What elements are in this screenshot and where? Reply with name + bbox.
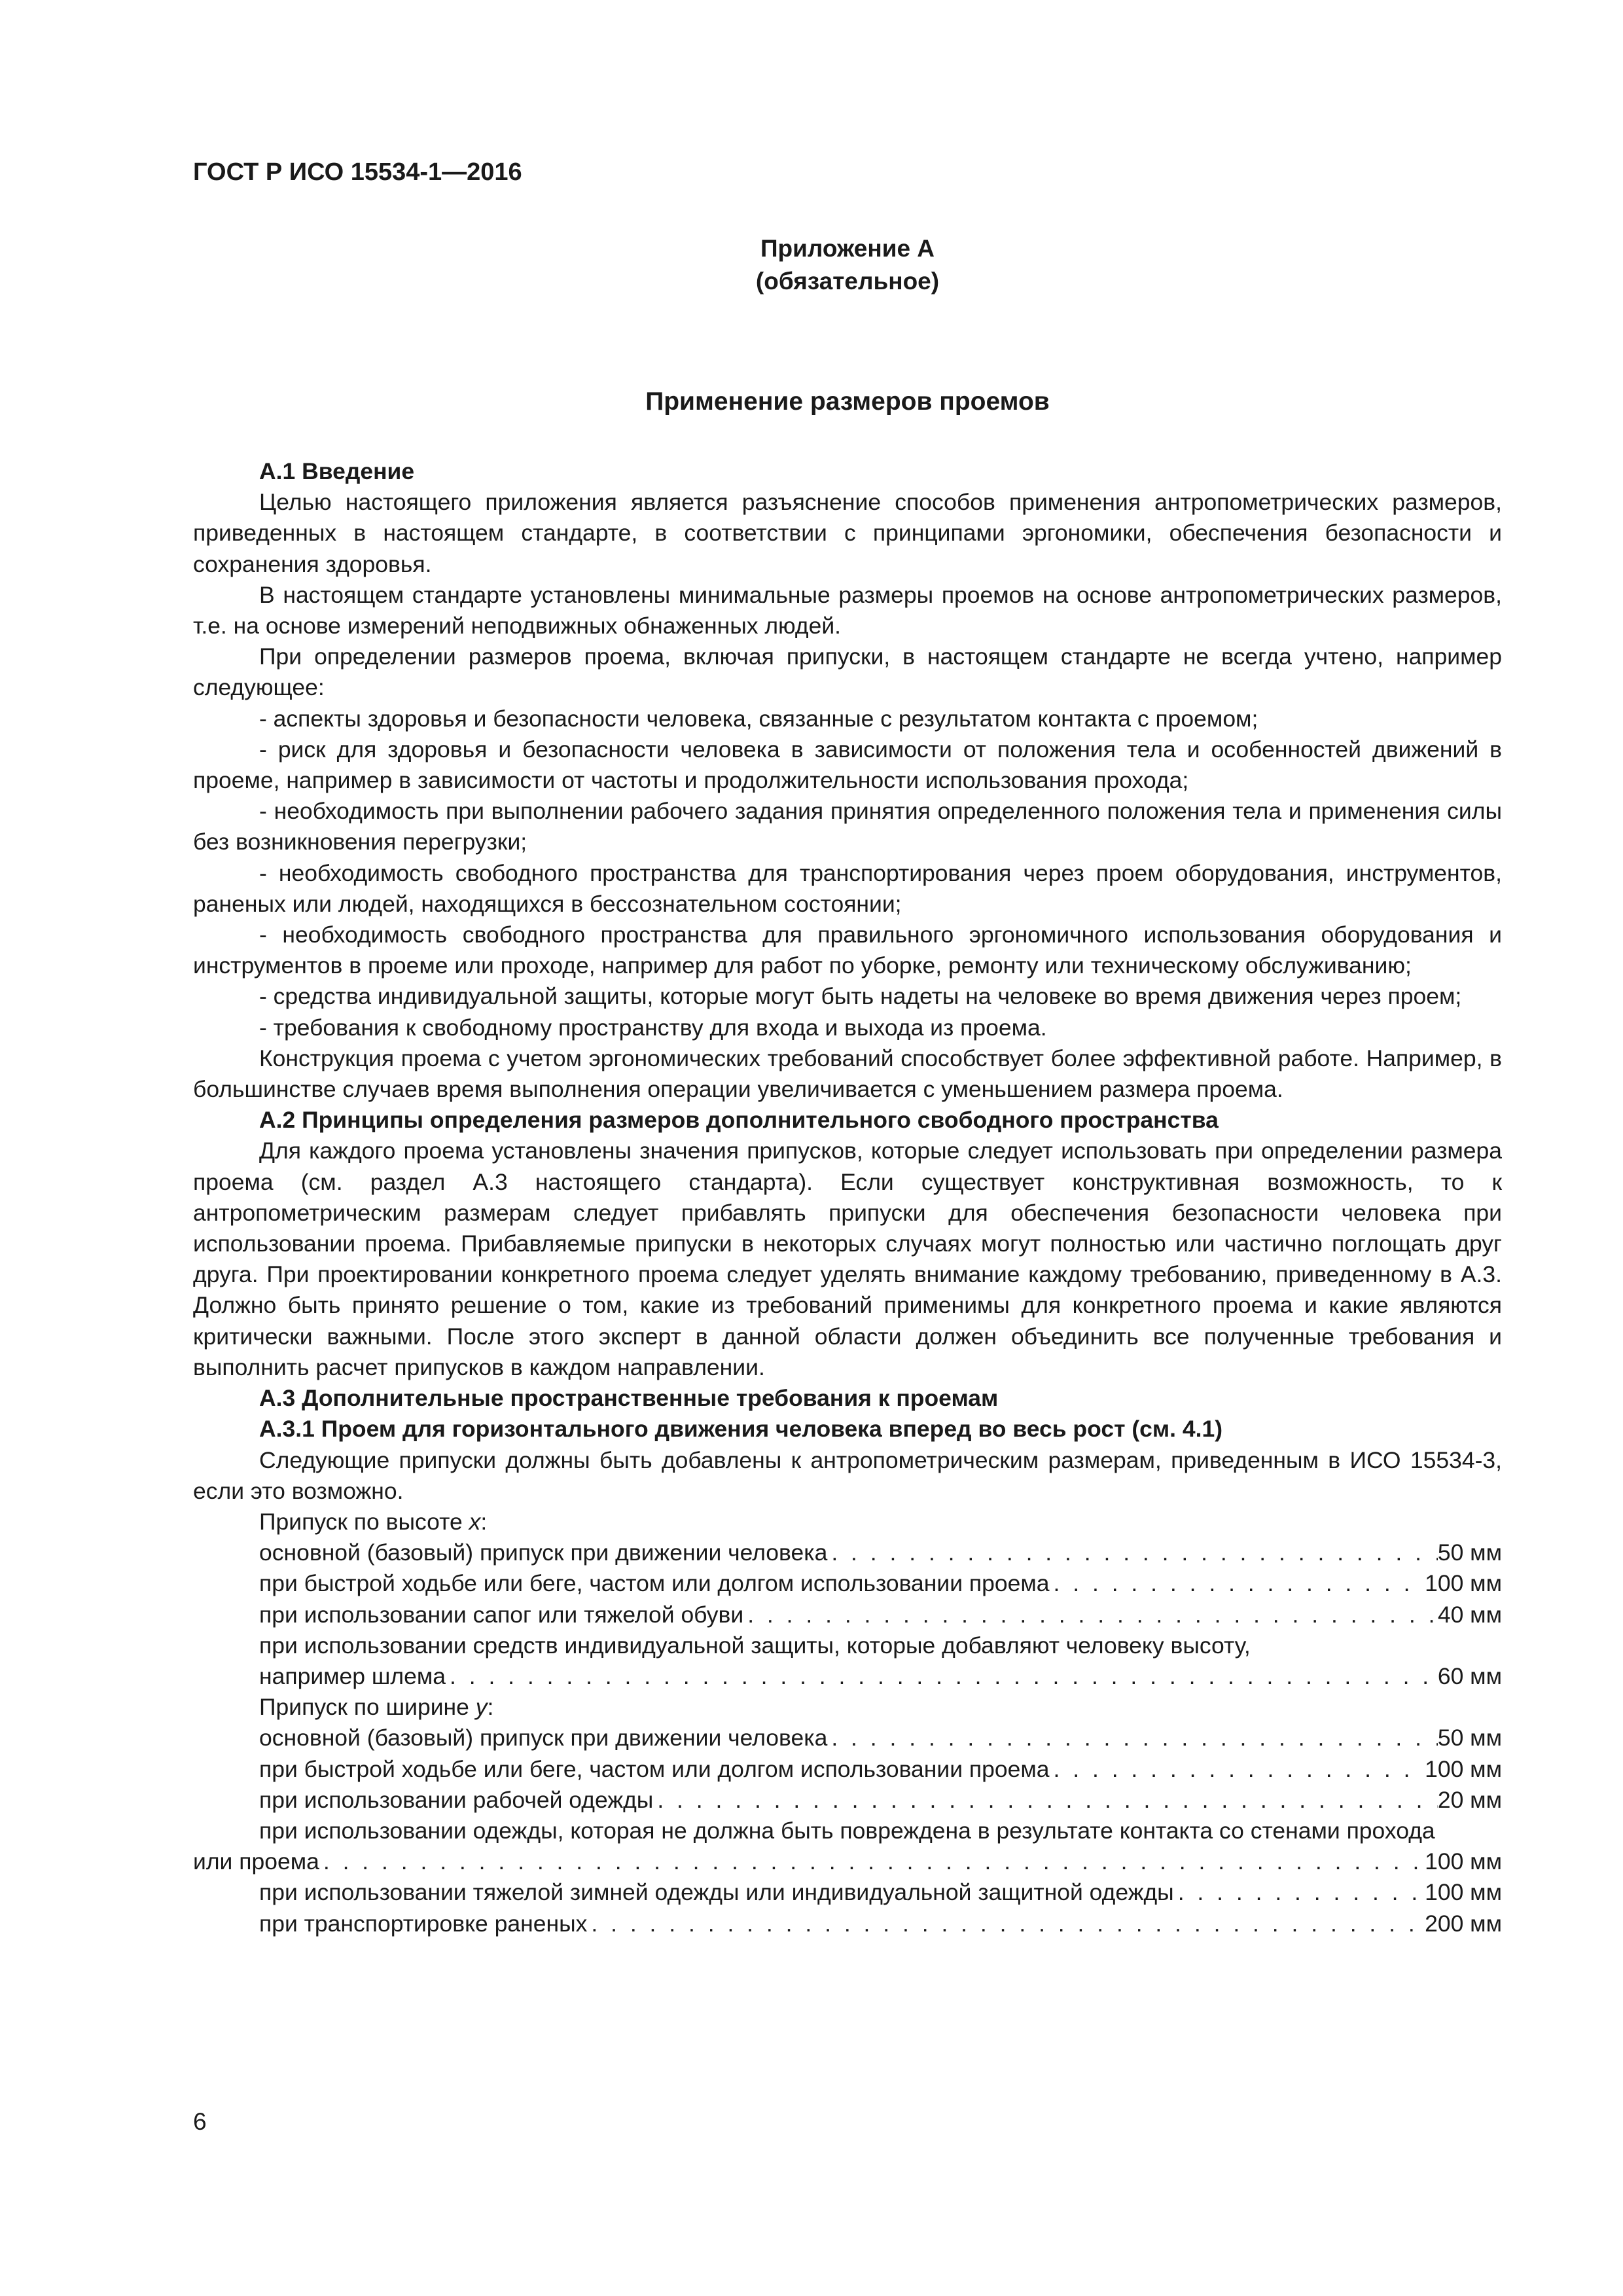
allowance-row: при использовании рабочей одежды . . . 20 мм	[193, 1785, 1502, 1816]
standard-code-header: ГОСТ Р ИСО 15534-1—2016	[193, 158, 522, 186]
width-allowance-label: Припуск по ширине y:	[259, 1694, 494, 1721]
allowance-row: при быстрой ходьбе или беге, частом или долгом использовании проема . . . 100 мм	[193, 1754, 1502, 1785]
allowance-row: основной (базовый) припуск при движении человека . . . 50 мм	[193, 1723, 1502, 1753]
annex-block	[193, 232, 1502, 298]
bullet-item: - требования к свободному пространству для входа и выхода из проема.	[259, 1014, 1047, 1041]
allowance-row: например шлема . . . 60 мм	[193, 1661, 1502, 1692]
allowance-row: при использовании сапог или тяжелой обуви . . . 40 мм	[193, 1600, 1502, 1630]
allowance-row-text: при использовании одежды, которая не должна быть повреждена в результате контакта со стенами прохода	[259, 1817, 1435, 1844]
paragraph: В настоящем стандарте установлены минимальные размеры проемов на основе антропометрических размеров, т.е. на основе измерений неподвижных обнаженных людей.	[193, 581, 1502, 639]
section-a3-1-heading: А.3.1 Проем для горизонтального движения человека вперед во весь рост (см. 4.1)	[259, 1416, 1223, 1443]
paragraph: При определении размеров проема, включая припуски, в настоящем стандарте не всегда учтено, например следующее:	[193, 643, 1502, 701]
allowance-row-text: при использовании средств индивидуальной защиты, которые добавляют человеку высоту,	[259, 1632, 1251, 1659]
paragraph: Целью настоящего приложения является разъяснение способов применения антропометрических размеров, приведенных в настоящем стандарте, в соответствии с принципами эргономики, обеспечения безопасности и сохранения здоровья.	[193, 489, 1502, 577]
height-allowance-label: Припуск по высоте x:	[259, 1508, 488, 1535]
section-a3-heading: А.3 Дополнительные пространственные требования к проемам	[259, 1385, 999, 1412]
allowance-row: или проема . . . 100 мм	[193, 1846, 1502, 1877]
paragraph: Для каждого проема установлены значения припусков, которые следует использовать при определении размера проема (см. раздел А.3 настоящего стандарта). Если существует конструктивная возможность, то к антропометрическим размерам следует прибавлять припуски для обеспечения безопасности человека при использовании проема. Прибавляемые припуски в некоторых случаях могут полностью или частично поглощать друг друга. При проектировании конкретного проема следует уделять внимание каждому требованию, приведенному в А.3. Должно быть принято решение о том, какие из требований применимы для конкретного проема и какие являются критически важными. После этого эксперт в данной области должен объединить все полученные требования и выполнить расчет припусков в каждом направлении.	[193, 1138, 1502, 1380]
allowance-row: при транспортировке раненых . . . 200 мм	[193, 1909, 1502, 1939]
bullet-item: - необходимость свободного пространства для транспортирования через проем оборудования, инструментов, раненых или людей, находящихся в бессознательном состоянии;	[193, 859, 1502, 917]
bullet-item: - необходимость свободного пространства для правильного эргономичного использования оборудования и инструментов в проеме или проходе, например для работ по уборке, ремонту или техническому обслуживанию;	[193, 922, 1502, 979]
section-a2-heading: А.2 Принципы определения размеров дополнительного свободного пространства	[259, 1107, 1219, 1134]
section-a1-heading: А.1 Введение	[259, 458, 415, 484]
bullet-item: - необходимость при выполнении рабочего задания принятия определенного положения тела и применения силы без возникновения перегрузки;	[193, 798, 1502, 855]
document-body	[193, 456, 1502, 1939]
bullet-item: - аспекты здоровья и безопасности человека, связанные с результатом контакта с проемом;	[259, 705, 1258, 732]
allowance-row: при использовании тяжелой зимней одежды или индивидуальной защитной одежды . . . 100 мм	[193, 1877, 1502, 1908]
allowance-row: основной (базовый) припуск при движении человека . . . 50 мм	[193, 1537, 1502, 1568]
annex-label: Приложение А	[760, 235, 935, 262]
paragraph: Конструкция проема с учетом эргономических требований способствует более эффективной работе. Например, в большинстве случаев время выполнения операции увеличивается с уменьшением размера проема.	[193, 1045, 1502, 1103]
paragraph: Следующие припуски должны быть добавлены к антропометрическим размерам, приведенным в ИСО 15534-3, если это возможно.	[193, 1446, 1502, 1504]
annex-status: (обязательное)	[755, 268, 940, 295]
bullet-item: - средства индивидуальной защиты, которые могут быть надеты на человеке во время движения через проем;	[259, 983, 1462, 1010]
allowance-row: при быстрой ходьбе или беге, частом или долгом использовании проема . . . 100 мм	[193, 1568, 1502, 1599]
annex-title: Применение размеров проемов	[645, 387, 1050, 416]
bullet-item: - риск для здоровья и безопасности человека в зависимости от положения тела и особенностей движений в проеме, например в зависимости от частоты и продолжительности использования прохода;	[193, 736, 1502, 794]
page-number: 6	[193, 2108, 207, 2135]
